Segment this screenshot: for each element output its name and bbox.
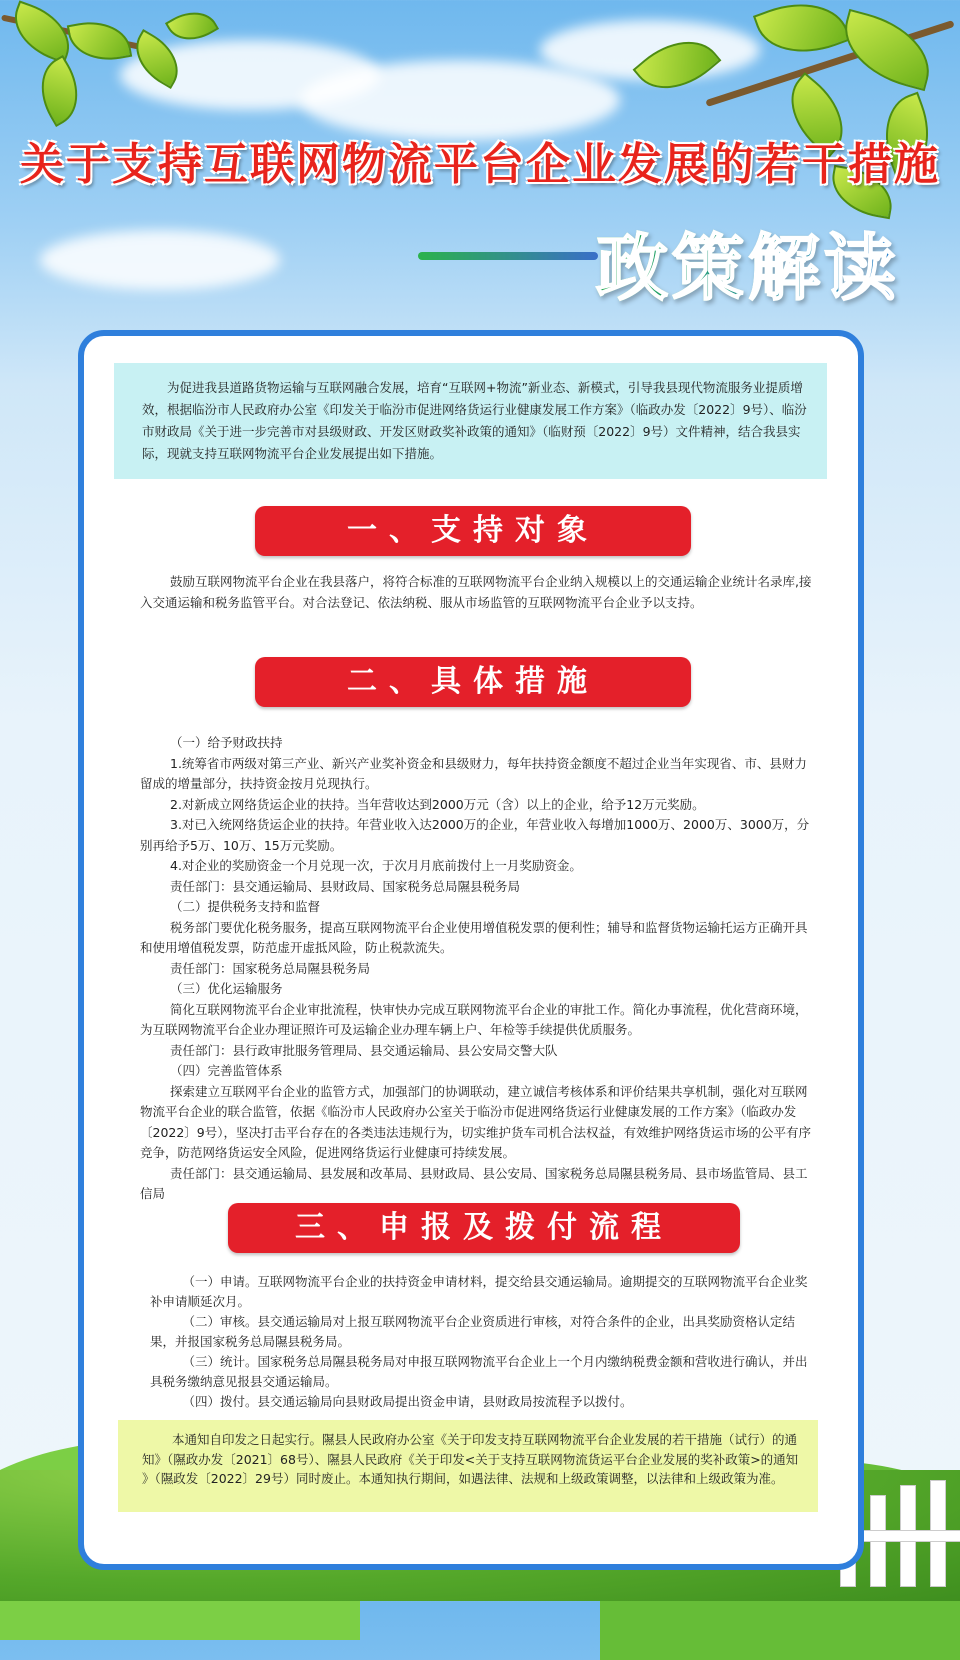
paragraph: 探索建立互联网平台企业的监管方式，加强部门的协调联动，建立诚信考核体系和评价结果共享机制，强化对互联网物流平台企业的联合监管，依据《临汾市人民政府办公室关于临汾市促进网络货运行业健康发展的工作方案》（临政办发〔2022〕9号），坚决打击平台存在的各类违法违规行为，切实维护货车司机合法权益，有效维护网络货运市场的公平有序竞争，防范网络货运安全风险，促进网络货运行业健康可持续发展。 [140,1083,812,1160]
subsection-title: （一）给予财政扶持 [170,735,283,750]
responsible-dept: 责任部门：县交通运输局、县财政局、国家税务总局隰县税务局 [170,878,521,894]
section-heading-2: 二、具体措施 [255,657,691,707]
paragraph: 1.统筹省市两级对第三产业、新兴产业奖补资金和县级财力，每年扶持资金额度不超过企业当年实现省、市、县财力留成的增量部分，扶持资金按月兑现执行。 [140,755,807,791]
footer-box [118,1420,818,1512]
section-1-text: 鼓励互联网物流平台企业在我县落户，将符合标准的互联网物流平台企业纳入规模以上的交通运输企业统计名录库,接入交通运输和税务监管平台。对合法登记、依法纳税、服从市场监管的互联网物流平台企业予以支持。 [140,574,812,610]
leaf-icon [27,55,93,127]
section-heading-3: 三、申报及拨付流程 [228,1203,740,1253]
paragraph: （四）拨付。县交通运输局向县财政局提出资金申请，县财政局按流程予以拨付。 [182,1394,633,1409]
page-subtitle: 政策解读 [596,210,900,314]
footer-text: 本通知自印发之日起实行。隰县人民政府办公室《关于印发支持互联网物流平台企业发展的若干措施（试行）的通知》（隰政办发〔2021〕68号）、隰县人民政府《关于印发<关于支持互联网物流货运平台企业发展的奖补政策>的通知 》（隰政发〔2022〕29号）同时废止。本通知执行期间，如遇法律、法规和上级政策调整，以法律和上级政策为准。 [142,1432,799,1486]
paragraph: （二）审核。县交通运输局对上报互联网物流平台企业资质进行审核，对符合条件的企业，出具奖励资格认定结果，并报国家税务总局隰县税务局。 [150,1314,796,1349]
paragraph: 4.对企业的奖励资金一个月兑现一次，于次月月底前拨付上一月奖励资金。 [170,858,582,873]
section-heading-1: 一、支持对象 [255,506,691,556]
subsection-title: （四）完善监管体系 [170,1063,283,1078]
intro-text: 为促进我县道路货物运输与互联网融合发展，培育“互联网+物流”新业态、新模式，引导我县现代物流服务业提质增效，根据临汾市人民政府办公室《印发关于临汾市促进网络货运行业健康发展工作方案》（临政办发〔2022〕9号）、临汾市财政局《关于进一步完善市对县级财政、开发区财政奖补政策的通知》（临财预〔2022〕9号）文件精神，结合我县实际，现就支持互联网物流平台企业发展提出如下措施。 [142,380,807,461]
paragraph: 2.对新成立网络货运企业的扶持。当年营收达到2000万元（含）以上的企业，给予12万元奖励。 [170,796,705,812]
subsection-title: （三）优化运输服务 [170,981,283,996]
cloud [40,230,280,290]
section-3-body [150,1272,816,1412]
paragraph: 简化互联网物流平台企业审批流程，快审快办完成互联网物流平台企业的审批工作。简化办事流程，优化营商环境，为互联网物流平台企业办理证照许可及运输企业办理车辆上户、年检等手续提供优质服务。 [140,1001,808,1037]
leaf-icon [67,15,132,67]
subtitle-dash [418,252,598,260]
section-1-body [140,572,812,613]
paragraph: 3.对已入统网络货运企业的扶持。年营业收入达2000万的企业，年营业收入每增加1000万、2000万、3000万，分别再给予5万、10万、15万元奖励。 [140,817,810,853]
responsible-dept: 责任部门：县交通运输局、县发展和改革局、县财政局、县公安局、国家税务总局隰县税务局、县市场监管局、县工信局 [140,1165,808,1201]
paragraph: （一）申请。互联网物流平台企业的扶持资金申请材料，提交给县交通运输局。逾期提交的互联网物流平台企业奖补申请顺延次月。 [150,1274,808,1309]
page-title: 关于支持互联网物流平台企业发展的若干措施 [20,139,940,190]
section-2-body [140,733,812,1205]
paragraph: 税务部门要优化税务服务，提高互联网物流平台企业使用增值税发票的便利性；辅导和监督货物运输托运方正确开具和使用增值税发票，防范虚开虚抵风险，防止税款流失。 [140,919,808,955]
leaf-icon [834,9,940,91]
responsible-dept: 责任部门：县行政审批服务管理局、县交通运输局、县公安局交警大队 [170,1042,558,1058]
paragraph: （三）统计。国家税务总局隰县税务局对申报互联网物流平台企业上一个月内缴纳税费金额和营收进行确认，并出具税务缴纳意见报县交通运输局。 [150,1354,808,1389]
responsible-dept: 责任部门：国家税务总局隰县税务局 [170,960,371,976]
subsection-title: （二）提供税务支持和监督 [170,899,321,914]
intro-box [114,363,827,479]
